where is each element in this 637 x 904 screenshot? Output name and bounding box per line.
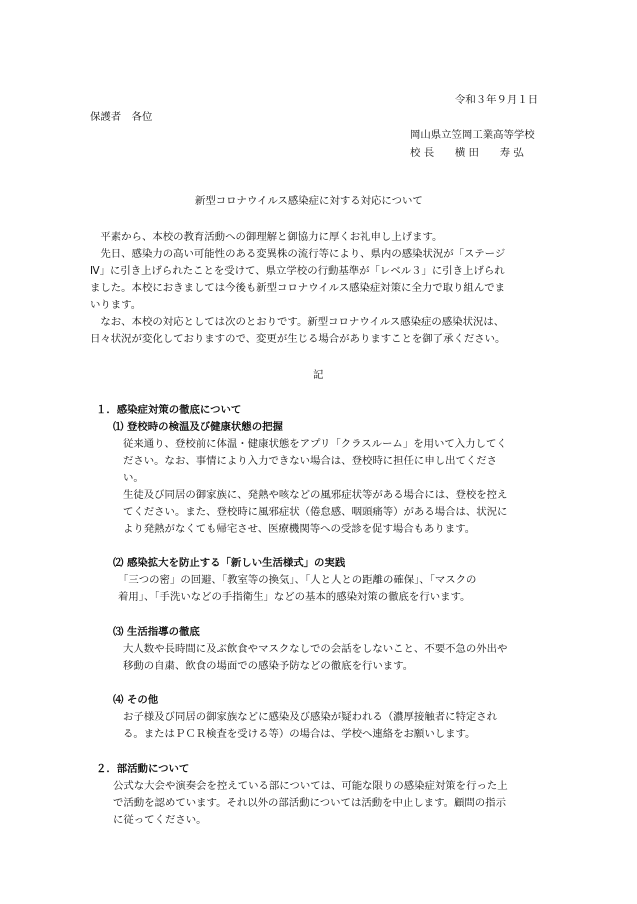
subsection-heading: ⑵ 感染拡大を防止する「新しい生活様式」の実践 bbox=[113, 557, 346, 569]
intro-line: いります。 bbox=[90, 299, 142, 311]
body-line: お子様及び同居の御家族などに感染及び感染が疑われる（濃厚接触者に特定され bbox=[123, 711, 498, 723]
body-line: 生徒及び同居の御家族に、発熱や咳などの風邪症状等がある場合には、登校を控え bbox=[123, 489, 508, 501]
ki-marker: 記 bbox=[313, 369, 324, 381]
body-line: 従来通り、登校前に体温・健康状態をアプリ「クラスルーム」を用いて入力してく bbox=[123, 438, 507, 450]
body-line: 移動の自粛、飲食の場面での感染予防などの徹底を行います。 bbox=[123, 660, 414, 672]
intro-line: Ⅳ」に引き上げられたことを受けて、県立学校の行動基準が「レベル３」に引き上げられ bbox=[90, 265, 505, 277]
body-line: ださい。なお、事情により入力できない場合は、登校時に担任に申し出てくださ bbox=[123, 455, 498, 467]
principal-name: 校 長 横 田 寿 弘 bbox=[410, 147, 524, 159]
body-line: る。またはＰＣＲ検査を受ける等）の場合は、学校へ連絡をお願いします。 bbox=[123, 728, 476, 740]
body-line: 「三つの密」の回避、「教室等の換気」、「人と人との距離の確保」、「マスクの bbox=[118, 574, 477, 586]
subsection-heading: ⑷ その他 bbox=[113, 694, 159, 706]
intro-line: 日々状況が変化しておりますので、変更が生じる場合がありますことを御了承ください。 bbox=[90, 333, 506, 345]
section-heading: １．感染症対策の徹底について bbox=[96, 404, 242, 416]
intro-line: ました。本校におきましては今後も新型コロナウイルス感染症対策に全力で取り組んでま bbox=[90, 282, 505, 294]
subsection-heading: ⑶ 生活指導の徹底 bbox=[113, 626, 200, 638]
recipient: 保護者 各位 bbox=[90, 111, 153, 123]
document-title: 新型コロナウイルス感染症に対する対応について bbox=[195, 195, 423, 207]
intro-line: 先日、感染力の高い可能性のある変異株の流行等により、県内の感染状況が「ステージ bbox=[90, 248, 506, 260]
body-line: 着用」、「手洗いなどの手指衛生」などの基本的感染対策の徹底を行います。 bbox=[118, 591, 471, 603]
subsection-heading: ⑴ 登校時の検温及び健康状態の把握 bbox=[113, 421, 283, 433]
body-line: 公式な大会や演奏会を控えている部については、可能な限りの感染症対策を行った上 bbox=[113, 780, 508, 792]
school-name: 岡山県立笠岡工業高等学校 bbox=[410, 129, 535, 141]
body-line: に従ってください。 bbox=[113, 814, 207, 826]
date: 令和３年９月１日 bbox=[455, 94, 539, 106]
body-line: い。 bbox=[123, 472, 144, 484]
body-line: より発熱がなくても帰宅させ、医療機関等への受診を促す場合もあります。 bbox=[123, 523, 476, 535]
intro-line: なお、本校の対応としては次のとおりです。新型コロナウイルス感染症の感染状況は、 bbox=[90, 316, 505, 328]
section-heading: ２．部活動について bbox=[96, 763, 190, 775]
body-line: で活動を認めています。それ以外の部活動については活動を中止します。顧問の指示 bbox=[113, 797, 506, 809]
body-line: 大人数や長時間に及ぶ飲食やマスクなしでの会話をしないこと、不要不急の外出や bbox=[123, 643, 508, 655]
body-line: てください。また、登校時に風邪症状（倦怠感、咽頭痛等）がある場合は、状況に bbox=[123, 506, 508, 518]
intro-line: 平素から、本校の教育活動への御理解と御協力に厚くお礼申し上げます。 bbox=[90, 231, 443, 243]
